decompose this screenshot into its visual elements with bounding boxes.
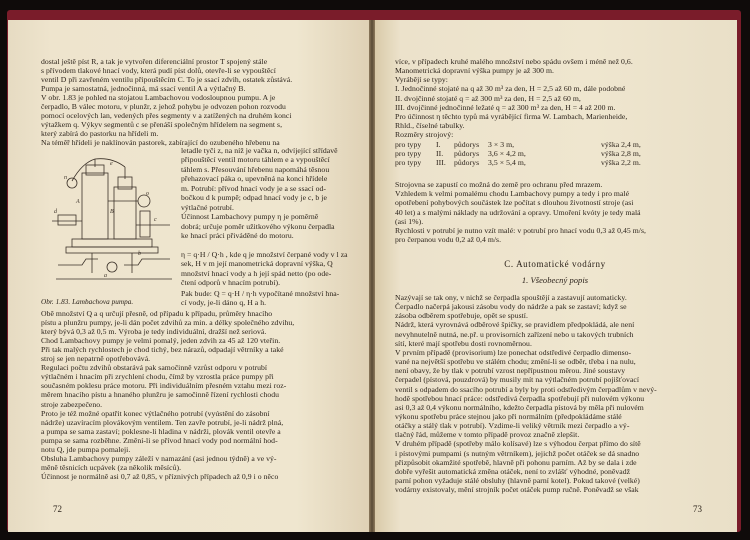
table-cell-dim: 3,6 × 4,2 m, bbox=[488, 149, 526, 159]
text-line: nevyhnutelně nutná, ne.př. u provisorních zařízení nebo u takových trubních bbox=[395, 329, 634, 339]
text-line: více, v případech kruhé malého množství nebo spádu ovšem i méně než 0,6. bbox=[395, 57, 633, 66]
table-cell-height: výška 2,8 m, bbox=[601, 149, 641, 159]
text-line: Účinnost Lambachovy pumpy η je poměrně bbox=[181, 212, 319, 222]
table-cell-text: půdorys bbox=[454, 149, 480, 159]
text-line: dobře vyřešit automatická změna otáček, není to zvlášť výhodné, poněvadž bbox=[395, 466, 631, 476]
table-cell-height: výška 2,2 m. bbox=[601, 158, 641, 168]
text-line: a pumpa se sama zastaví; poklesne-li hladina v nádrži, plovák ventil otevře a bbox=[41, 426, 281, 436]
text-line: výtlačném i hnacím při zrychlení chodu, čímž by vzrostla práce pumpy při bbox=[41, 372, 274, 382]
table-cell-label: pro typy bbox=[395, 140, 422, 149]
text-line: pomocí ocelových lan, vedených přes segmenty v a zatížených na druhém konci bbox=[41, 110, 292, 120]
text-line: η = q·H / Q·h , kde q je množství čerpané vody v l za bbox=[181, 249, 348, 259]
text-line: měrem hnacího pístu a hnaného plunžru je samočinně řízení rychlosti chodu bbox=[41, 390, 280, 400]
text-line: není obavy, že by tlak v potrubí vzrost nepřípustnou měrou. Jiné soustavy bbox=[395, 366, 626, 376]
text-line: Regulaci počtu zdvihů obstarává pak samočinně vzrůst odporu v potrubí bbox=[41, 363, 268, 373]
text-line: ventil s odpadem do ssacího potrubí a byly by proti odstředivým čerpadlům v nevý- bbox=[395, 384, 657, 394]
text-line: Rychlosti v potrubí je nutno vzít malé: v potrubí pro hnací vodu 0,3 až 0,45 m/s, bbox=[395, 226, 646, 235]
table-cell-num: III. bbox=[436, 158, 446, 168]
text-line: přehazovací páka o, upevněná na konci hřídele bbox=[181, 174, 328, 184]
subsection-title: 1. Všeobecný popis bbox=[521, 276, 589, 285]
svg-text:d: d bbox=[54, 209, 57, 215]
text-line: m. Potrubí: přívod hnací vody je a se ssací od- bbox=[181, 183, 326, 193]
text-line: 40 let) a s malými náklady na udržování a opravy. Umoření kvóty je tedy malá bbox=[395, 207, 641, 217]
svg-text:o: o bbox=[146, 191, 149, 197]
text-line: I. Jednočinné stojaté na q až 30 m³ za den, H = 2,5 až 60 m, dále podobné bbox=[395, 84, 626, 94]
text-line: i pístovými pumpami (s nutným větrníkem), jejichž počet otáček se dá snadno bbox=[395, 448, 640, 458]
svg-text:c: c bbox=[154, 217, 157, 223]
text-line: V obr. 1.83 je pohled na stojatou Lambachovou vodosloupnou pumpu. A je bbox=[41, 92, 276, 102]
text-line: nádrže) uzavíracím plovákovým ventilem. Ten zavře potrubí, je-li nádrž plná, bbox=[41, 417, 284, 427]
text-line: opotřebení pohybových součástek lze počítat s dlouhou životností stroje (asi bbox=[395, 198, 634, 208]
table-cell-text: půdorys bbox=[454, 158, 480, 168]
text-line: čtení odporů v hnacím potrubí). bbox=[181, 278, 281, 288]
section-title: C. Automatické vodárny bbox=[504, 260, 606, 269]
text-line: ke hnací práci přiváděné do motoru. bbox=[181, 231, 294, 241]
right-page bbox=[375, 20, 737, 532]
text-line: zásoba odběrem spotřebuje, opět se spustí. bbox=[395, 311, 528, 321]
text-line: asi 0,3 až 0,4 výkonu normálního, kdežto čerpadla pístová by měla při nulovém bbox=[395, 402, 644, 412]
table-cell-label: pro typy bbox=[395, 149, 422, 159]
text-line: Pro účinnost η těchto typů má vyrábějící firma W. Lambach, Marienheide, bbox=[395, 111, 628, 121]
text-line: dostal ještě píst R, a tak je vytvořen diferenciální prostor T spojený stále bbox=[41, 57, 268, 66]
text-line: Strojovna se zapustí co možná do země pro ochranu před mrazem. bbox=[395, 180, 603, 189]
text-line: III. dvojčinné jednočinné ležaté q = až 300 m³ za den, H = 4 až 200 m. bbox=[395, 102, 616, 112]
text-line: II. dvojčinné stojaté q = až 300 m³ za den, H = 2,5 až 60 m, bbox=[395, 93, 581, 103]
text-line: přizpůsobit okamžité spotřebě, hlavně při pohonu parním. Až by se dala i zde bbox=[395, 457, 637, 467]
svg-text:A: A bbox=[76, 199, 80, 205]
page-number-left: 72 bbox=[53, 504, 62, 514]
text-line: V prvním případě (provisorium) lze ponechat odstředivé čerpadlo dimenso- bbox=[395, 347, 632, 357]
text-line: Obě množství Q a q určují přesně, od případu k případu, průměry hnacího bbox=[41, 309, 273, 318]
svg-text:n: n bbox=[64, 175, 67, 181]
text-line: s přívodem tlakové hnací vody, která pudí píst dolů, otevře-li se vypouštěcí bbox=[41, 65, 276, 75]
table-cell-height: výška 2,4 m, bbox=[601, 140, 641, 149]
text-line: Nazývají se tak ony, v nichž se čerpadla spouštějí a zastavují automaticky. bbox=[395, 293, 627, 302]
text-line: Chod Lambachovy pumpy je velmi pomalý, jeden zdvih za 45 až 120 vteřin. bbox=[41, 336, 281, 346]
text-line: který zabírá do pastorku na hřídeli m. bbox=[41, 128, 159, 138]
text-line: čerpadel (pístová, pouzdrová) by musily mít na výtlačném potrubí pojišťovací bbox=[395, 375, 640, 385]
text-line: který bývá 0,3 až 0,5 m. Výroba je tedy individuální, dražší než seriová. bbox=[41, 327, 267, 337]
text-line: současném poklesu práce motoru. Při individuálním přesném vztahu mezi roz- bbox=[41, 381, 287, 391]
text-line: pumpa se sama rozběhne. Změní-li se přívod hnací vody pod normální hod- bbox=[41, 435, 278, 445]
text-line: sítí, které mají spotřebu dosti rovnoměrnou. bbox=[395, 338, 532, 348]
table-cell-dim: 3,5 × 5,4 m, bbox=[488, 158, 526, 168]
text-line: V druhém případě (spotřeby málo kolísavé) lze s výhodou čerpat přímo do sítě bbox=[395, 439, 641, 449]
table-cell-label: pro typy bbox=[395, 158, 422, 168]
figure-caption: Obr. 1.83. Lambachova pumpa. bbox=[41, 298, 134, 306]
text-line: výtažkem q. Výkyv segmentů c se přenáší společným hřídelem na segment s, bbox=[41, 119, 283, 129]
text-line: letadle tyči z, na níž je vačka n, odvíjející střídavě bbox=[181, 146, 338, 155]
text-line: Vyrábějí se typy: bbox=[395, 75, 448, 85]
table-cell-dim: 3 × 3 m, bbox=[488, 140, 515, 149]
svg-text:a: a bbox=[104, 273, 107, 279]
text-line: Účinnost je normálně asi 0,7 až 0,85, v příznivých případech až 0,9 i o něco bbox=[41, 471, 279, 481]
text-line: Vzhledem k velmi pomalému chodu Lambachovy pumpy a tedy i pro malé bbox=[395, 189, 630, 199]
text-line: stroje zabezpečeno. bbox=[41, 399, 103, 409]
text-line: množství hnací vody a h její spád netto (po ode- bbox=[181, 268, 332, 278]
text-line: stroj se jen nepatrně opotřebovává. bbox=[41, 354, 151, 364]
book-spread bbox=[7, 10, 741, 532]
text-line: parní pohon vyžaduje stálé obsluhy (hlavně parní kotel). Pokud takové (velké) bbox=[395, 476, 640, 485]
text-line: dobrá; určuje poměr užitkového výkonu čerpadla bbox=[181, 221, 335, 231]
text-line: Pak bude: Q = q·H / η·h vypočítané množství hna- bbox=[181, 289, 340, 298]
text-line: (asi 1%). bbox=[395, 216, 424, 226]
text-line: sek, H v m její manometrická dopravní výška, Q bbox=[181, 259, 333, 269]
left-page bbox=[8, 20, 369, 532]
text-line: připouštěcí ventil motoru táhlem e a vypouštěcí bbox=[181, 155, 330, 165]
table-cell-num: I. bbox=[436, 140, 441, 149]
text-line: vodárny existovaly, mění strojník počet otáček pump ručně. Poněvadž se však bbox=[395, 485, 639, 495]
text-line: hodě spotřebou hnací práce: odstředivá čerpadla spotřebují při nulovém výkonu bbox=[395, 393, 645, 403]
text-line: Při tak malých rychlostech je chod tichý, bez nárazů, odpadají větrníky a také bbox=[41, 345, 284, 355]
text-line: Pumpa je samostatná, jednočinná, má ssací ventil A a výtlačný B. bbox=[41, 83, 246, 93]
text-line: měně těsnicích ucpávek (za několik měsíců). bbox=[41, 462, 182, 472]
text-line: tlačný řád, můžeme v tomto případě provoz značně zlepšit. bbox=[395, 430, 580, 440]
table-cell-num: II. bbox=[436, 149, 444, 159]
text-line: táhlem s. Přesouvání hřebenu napomáhá těsnou bbox=[181, 164, 330, 174]
text-line: notu Q, jde pumpa pomaleji. bbox=[41, 444, 131, 454]
text-line: ventil D při zavřeném ventilu připouštěcím C. To je ssací zdvih, ostatek zůstává. bbox=[41, 74, 293, 84]
text-line: Na téměř hřídeli je naklínován pastorek, zabírající do ozubeného hřebenu na bbox=[41, 137, 280, 147]
text-line: bočkou d k pumpě; odpad hnací vody je c, b je bbox=[181, 193, 327, 203]
text-line: Rhld., číselné tabulky. bbox=[395, 121, 465, 131]
lambach-pump-figure bbox=[52, 155, 176, 289]
text-line: pro čerpanou vodu 0,2 až 0,4 m/s. bbox=[395, 235, 502, 245]
text-line: výtlačné potrubí. bbox=[181, 202, 234, 212]
text-line: vané na největší spotřebu ve stálém chodu; změní-li se odběr, třeba i na nulu, bbox=[395, 357, 636, 367]
text-line: výkonu spotřebu práce stejnou jako při normálním (předpokládáme stálé bbox=[395, 411, 622, 421]
text-line: Proto je též možné opatřit konec výtlačného potrubí (vyústění do zásobní bbox=[41, 408, 270, 418]
text-line: Obsluha Lambachovy pumpy záleží v namazání (asi jednou týdně) a ve vý- bbox=[41, 453, 277, 463]
svg-text:b: b bbox=[138, 251, 141, 257]
text-line: pístu a plunžru pumpy, je-li dán počet zdvihů za min. a délky společného zdvihu, bbox=[41, 318, 295, 328]
text-line: Nádrž, která vyrovnává odběrové špičky, se pravidlem předpokládá, ale není bbox=[395, 320, 635, 330]
text-line: Rozměry strojový: bbox=[395, 130, 454, 140]
table-cell-text: půdorys bbox=[454, 140, 480, 149]
text-line: cí vody, je-li dáno q, H a h. bbox=[181, 298, 267, 308]
text-line: čerpadlo, B válec motoru, v plunžr, z jehož pohybu je odvozen pohon rozvodu bbox=[41, 101, 286, 111]
page-number-right: 73 bbox=[693, 504, 702, 514]
text-line: Manometrická dopravní výška pumpy je až 300 m. bbox=[395, 66, 554, 76]
svg-text:e: e bbox=[110, 161, 113, 167]
text-line: Čerpadlo načerpá jakousi zásobu vody do nádrže a pak se zastaví; když se bbox=[395, 302, 627, 312]
text-line: otáčky a stálý tlak v potrubí). Vzdime-li veliký větrník mezi čerpadlo a vý- bbox=[395, 421, 630, 431]
svg-text:B: B bbox=[110, 209, 114, 215]
